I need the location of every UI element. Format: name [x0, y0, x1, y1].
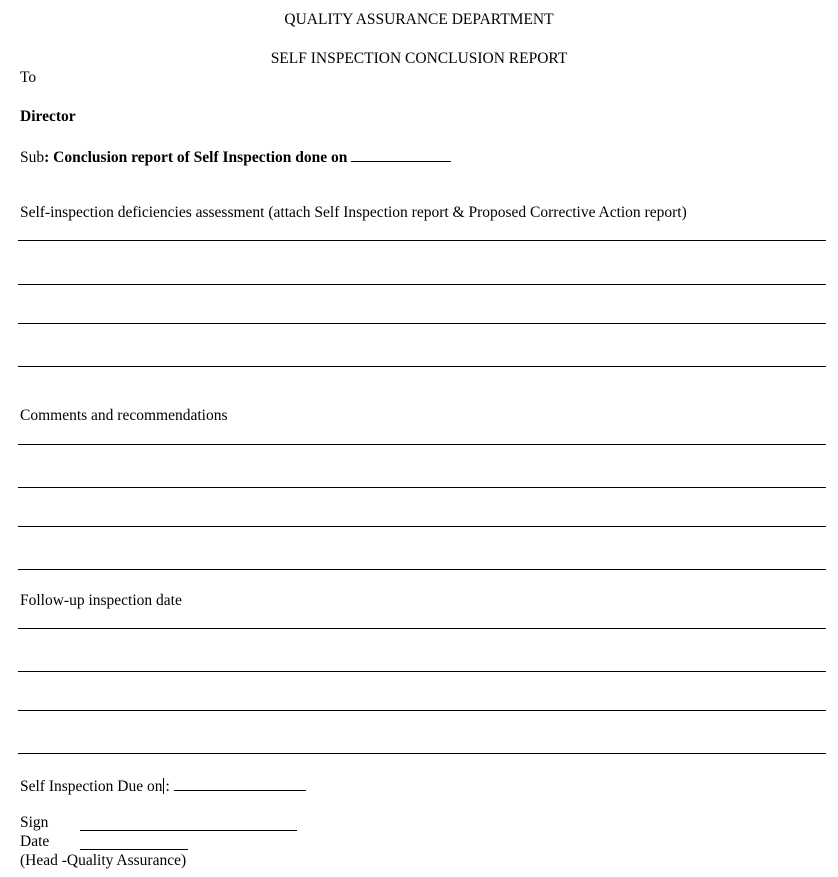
- recipient-director: Director: [20, 108, 76, 125]
- followup-line-3[interactable]: [18, 710, 826, 711]
- comments-label: Comments and recommendations: [20, 407, 228, 424]
- comments-line-2[interactable]: [18, 487, 826, 488]
- deficiencies-line-4[interactable]: [18, 366, 826, 367]
- due-colon: :: [165, 778, 170, 795]
- subject-prefix: Sub: [20, 149, 45, 166]
- followup-label: Follow-up inspection date: [20, 592, 182, 609]
- department-heading: QUALITY ASSURANCE DEPARTMENT: [284, 11, 554, 28]
- sign-label: Sign: [20, 814, 49, 831]
- deficiencies-label: Self-inspection deficiencies assessment (attach Self Inspection report & Proposed Corrective Action report): [20, 204, 687, 221]
- subject-line: [20, 147, 451, 167]
- subject-text: Conclusion report of Self Inspection done on: [49, 149, 348, 166]
- head-qa-role: (Head -Quality Assurance): [20, 852, 187, 869]
- deficiencies-line-2[interactable]: [18, 284, 826, 285]
- due-label: Self Inspection Due on: [20, 778, 163, 795]
- subject-colon: :: [44, 149, 50, 166]
- deficiencies-line-1[interactable]: [18, 240, 826, 241]
- subject-date-blank[interactable]: [351, 147, 451, 162]
- followup-line-2[interactable]: [18, 671, 826, 672]
- deficiencies-line-3[interactable]: [18, 323, 826, 324]
- comments-line-3[interactable]: [18, 526, 826, 527]
- comments-line-4[interactable]: [18, 569, 826, 570]
- followup-line-4[interactable]: [18, 753, 826, 754]
- comments-line-1[interactable]: [18, 444, 826, 445]
- sign-blank[interactable]: [80, 816, 297, 831]
- report-title: SELF INSPECTION CONCLUSION REPORT: [270, 50, 568, 67]
- to-label: To: [20, 69, 37, 86]
- due-line: [20, 776, 306, 796]
- followup-line-1[interactable]: [18, 628, 826, 629]
- date-blank[interactable]: [80, 835, 188, 850]
- date-label: Date: [20, 833, 50, 850]
- due-date-blank[interactable]: [174, 776, 306, 791]
